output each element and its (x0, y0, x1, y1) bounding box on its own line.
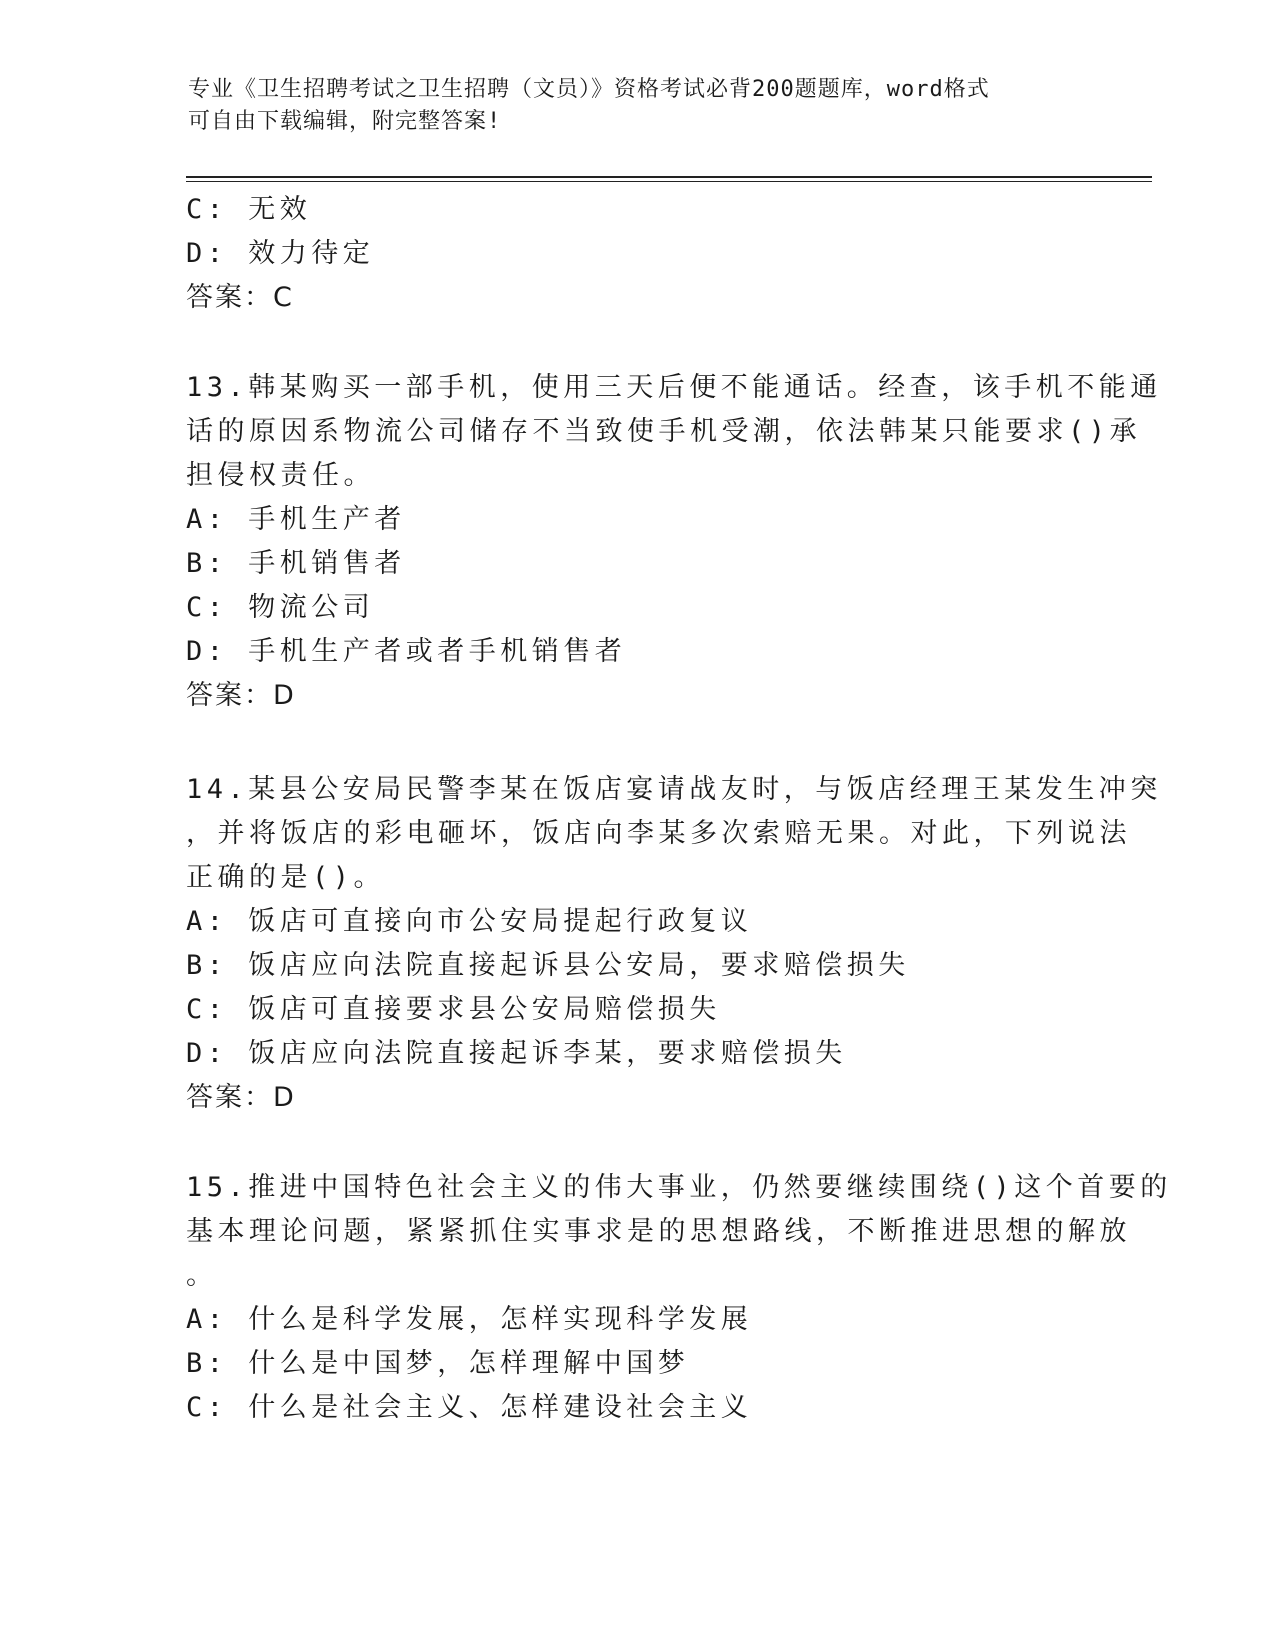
document-header (188, 74, 1068, 138)
q13-stem-line-3: 担侵权责任。 (186, 460, 375, 491)
q15-option-a: A: 什么是科学发展，怎样实现科学发展 (186, 1304, 753, 1335)
q14-stem-line-1: 14.某县公安局民警李某在饭店宴请战友时，与饭店经理王某发生冲突 (186, 774, 1162, 805)
q13-stem-line-1: 13.韩某购买一部手机，使用三天后便不能通话。经查，该手机不能通 (186, 372, 1162, 403)
q14-stem-line-2: ，并将饭店的彩电砸坏，饭店向李某多次索赔无果。对此，下列说法 (186, 818, 1131, 849)
header-line-1: 专业《卫生招聘考试之卫生招聘（文员）》资格考试必背200题题库，word格式 (188, 77, 990, 102)
q14-option-a: A: 饭店可直接向市公安局提起行政复议 (186, 906, 753, 937)
q13-option-c: C: 物流公司 (186, 592, 375, 623)
q14-stem-line-3: 正确的是()。 (186, 862, 386, 893)
q14-option-c: C: 饭店可直接要求县公安局赔偿损失 (186, 994, 721, 1025)
q14-answer: 答案：D (186, 1082, 296, 1113)
q15-stem-line-3: 。 (186, 1260, 218, 1291)
q14-option-d: D: 饭店应向法院直接起诉李某，要求赔偿损失 (186, 1038, 847, 1069)
q13-option-d: D: 手机生产者或者手机销售者 (186, 636, 627, 667)
q13-option-b: B: 手机销售者 (186, 548, 406, 579)
header-line-2: 可自由下载编辑，附完整答案! (188, 109, 502, 134)
header-divider-thick (186, 176, 1152, 178)
q13-stem-line-2: 话的原因系物流公司储存不当致使手机受潮，依法韩某只能要求()承 (186, 416, 1142, 447)
q12-option-c: C: 无效 (186, 194, 312, 225)
q13-option-a: A: 手机生产者 (186, 504, 406, 535)
q15-option-b: B: 什么是中国梦，怎样理解中国梦 (186, 1348, 690, 1379)
q13-answer: 答案：D (186, 680, 296, 711)
q12-answer: 答案：C (186, 282, 294, 313)
q14-option-b: B: 饭店应向法院直接起诉县公安局，要求赔偿损失 (186, 950, 910, 981)
q15-stem-line-1: 15.推进中国特色社会主义的伟大事业，仍然要继续围绕()这个首要的 (186, 1172, 1172, 1203)
q15-option-c: C: 什么是社会主义、怎样建设社会主义 (186, 1392, 753, 1423)
q12-option-d: D: 效力待定 (186, 238, 375, 269)
q15-stem-line-2: 基本理论问题，紧紧抓住实事求是的思想路线，不断推进思想的解放 (186, 1216, 1131, 1247)
header-divider-thin (186, 181, 1152, 182)
